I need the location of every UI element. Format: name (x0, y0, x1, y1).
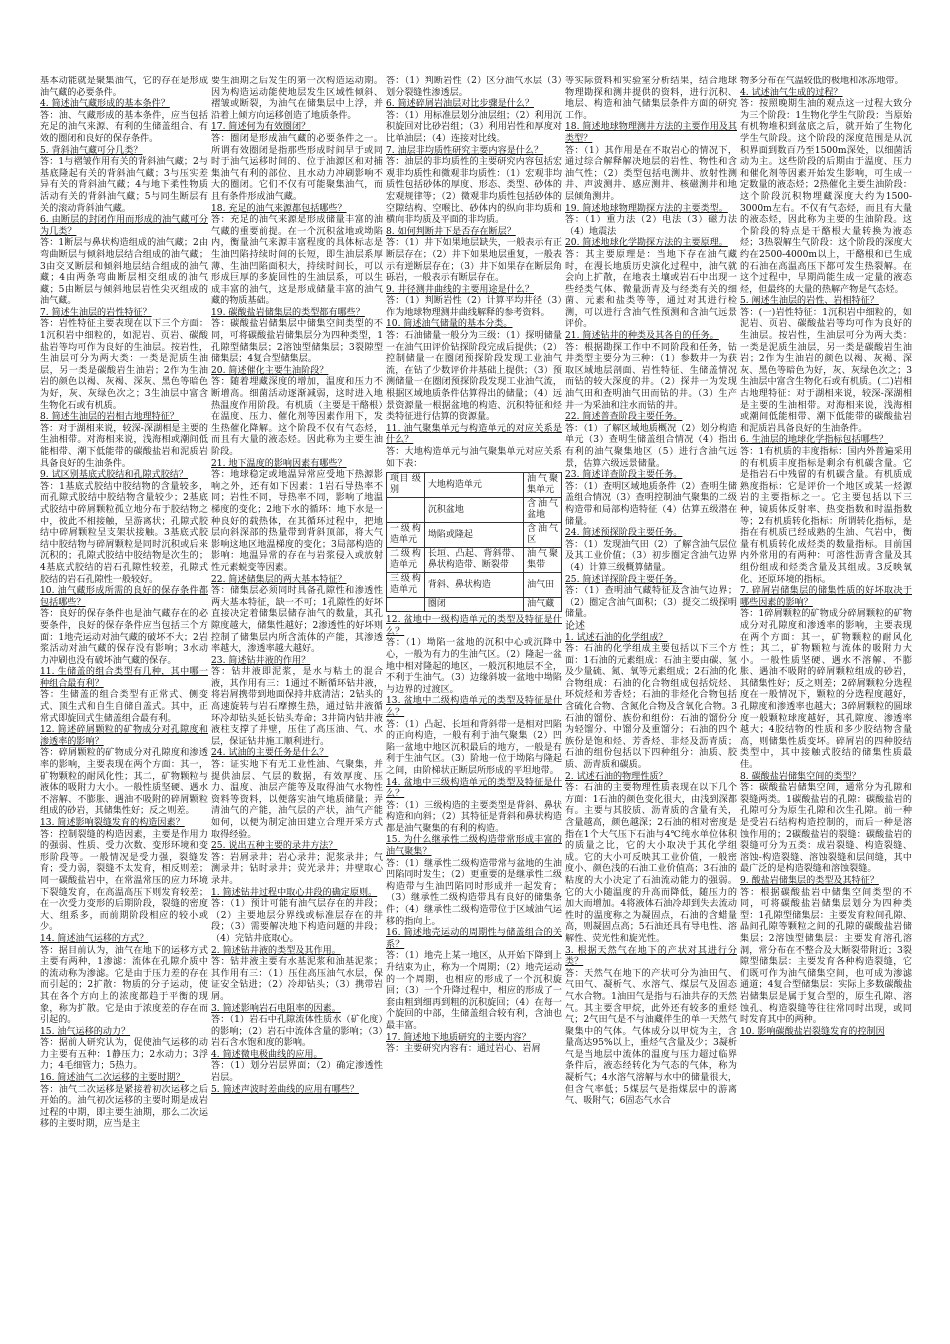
question-heading: 10. 油气藏形成所需的良好的保存条件都包括哪些？ (40, 586, 208, 608)
table-cell: 长垣、凸起、背斜带、鼻状构造带、断裂带 (424, 548, 523, 573)
question-heading: 13. 简述影响裂缝发育的构造因素？ (40, 818, 185, 828)
question-heading: 18. 简述地球物理测井方法的主要作用及其类型？ (565, 122, 737, 144)
table-cell: 圈闭 (424, 598, 523, 612)
question-heading: 4. 试述油气生成的过程？ (740, 87, 843, 98)
answer-text: 答：石油的化学组成主要包括以下三个方面：1石油的元素组成：石油主要由碳、氢及少量硫、氮、氧等元素组成；2石油的化合物组成：石油的化合物组成包括烷烃、环烷烃和芳香烃；石油的非烃化合物包括含硫化合物、含氮化合物及含氧化合物。3石油的馏份、族份和组份：石油的馏份分为轻馏分、中馏分及重馏分；石油的四个族份是饱和烃、芳香烃、非烃及沥青质；石油的组份包括以下四种组分：油质、胶质、沥青质和碳质。 (565, 644, 737, 771)
answer-text: 答：（1）判断岩性（2）计算平均井径（3）作为地球物理测井曲线解释的参考资料。 (386, 296, 562, 318)
answer-text: 答：（1）查明区域地质条件（2）查明生储盖组合情况（3）查明控制油气聚集的二级构造带和局部构造特征（4）估算五级潜在储量。 (565, 481, 737, 527)
answer-text: 答：根据碳酸盐岩中储集空间类型的不同，可将碳酸盐岩储集层划分为四种类型：1孔隙型储集层：主要发育粒间孔隙、晶间孔隙等颗粒之间的孔隙的碳酸盐岩储集层；2溶蚀型储集层：主要发育溶孔溶洞，常分布在不整合及大断裂带附近；3裂隙型储集层：主要发育各种构造裂缝，它们既可作为油气储集空间，也可成为渗滤通道；4复合型储集层：实际上多数碳酸盐岩储集层是属于复合型的，原生孔隙、溶蚀孔、构造裂缝等往往常同时出现，或同时发育其中的两种。 (740, 887, 912, 1026)
text-column (211, 76, 383, 1314)
answer-text: 答：（1）查明油气藏特征及含油气边界；（2）圈定含油气面积；（3）提交二级探明储量。 (565, 586, 737, 620)
answer-text: 答：（1）重力法（2）电法（3）磁力法（4）地震法 (565, 215, 737, 237)
answer-text: 答：（1）判断岩性（2）区分油气水层（3）划分裂缝性渗透层。 (386, 76, 562, 98)
answer-text: 答：（1）划分岩层界面；（2）确定渗透性岩层。 (211, 1061, 383, 1084)
table-row (387, 523, 562, 548)
question-heading: 15. 为什么继承性二级构造带常形成丰富的油气聚集？ (386, 835, 562, 858)
answer-text: 答：碎屑颗粒的矿物成分对孔隙度和渗透率的影响，主要表现在两个方面：其一，矿物颗粒的耐风化性；其二，矿物颗粒与液体的吸附力大小。一般性质坚硬、遇水不溶解、不膨胀、遇油不吸附的碎屑颗粒组成的砂岩，其储集性好；反之则差。 (40, 748, 208, 817)
answer-text: 答：地球稳定或地温异常应受地下热源影响之外，还有如下因素：1岩石导热率不同；岩性不同，导热率不同，影响了地温梯度的变化；2地下水的循环：地下水是一种良好的载热体，在其循环过程中，把地层向斜深部的热量带到背斜顶部，将大气影响这地区地温梯度的变化；3局部构造的影响：地温异常的存在与岩浆侵入或放射性元素蜕变等因素。 (211, 470, 383, 573)
answer-text: 答：（1）凸起、长垣和背斜带一是相对凹陷的正向构造，一般有利于油气聚集（2）凹陷一盆地中地区沉积最后的地方，一般是有利于生油气区。（3）阶地一位于坳陷与隆起之间，由阶梯状正断层所形成的平坦地带。 (386, 719, 562, 776)
question-heading: 14. 简述油气运移的方式？ (40, 933, 149, 944)
table-row (387, 473, 562, 498)
question-heading: 13. 盆地中二级构造单元的类型及特征是什么？ (386, 696, 562, 718)
answer-text: 答：钻井液即泥浆，是水与粘土的混合液，其作用有三：1通过不断循环钻井液，将岩屑携带到地面保持井底清洁；2钻头的高速旋转与岩石摩擦生热，通过钻井液循环冷却钻头延长钻头寿命；3井筒内钻井液液柱支撑了井壁，压住了高压油、气、水层，保证钻井施工顺利进行。 (211, 667, 383, 747)
answer-text: 要生油期之后发生的第一次构造运动期。因为构造运动能使地层发生区域性倾斜、褶皱或断裂，为油气在储集层中上浮，并沿着上倾方向运移创造了地质条件。 (211, 76, 383, 121)
question-heading: 9. 试区别基底式胶结和孔隙式胶结？ (40, 470, 188, 481)
answer-text: 答：证实地下有无工业性油、气聚集，并提供油层、气层的数据，有效厚度、压力、温度、油层产能等及取得油气水物性资料等资料，以便落实油气地质储量；弄清油气的产能，油气层的产状，油气产能如何，以便为制定油田建立合理开采方式取得经验。 (211, 760, 383, 840)
structure-units-table (386, 472, 562, 612)
question-heading: 15. 油气运移的动力？ (40, 1026, 131, 1037)
table-cell: 油气聚集带 (524, 548, 562, 573)
question-heading: 21. 地下温度的影响因素有哪些？ (211, 458, 347, 469)
table-cell: 油气聚集单元 (524, 473, 562, 498)
question-heading: 8. 如何判断井下是否存在断层？ (386, 226, 516, 237)
answer-text: 答：（1）预计可能有油气层存在的井段；（2）主要地层分界线或标准层存在的井段；（3）需要解决地下构造问题的井段；（4）完钻井底取心。 (211, 899, 383, 944)
question-heading: 7. 简述生油层的岩性特征？ (40, 307, 152, 318)
answer-text: 答：(一)岩性特征：1沉积岩中细粒的，如泥岩、页岩、碳酸盐岩等均可作为良好的生油层。按岩性，生油层可分为两大类：一类是泥质生油层，另一类是碳酸岩生油岩；2作为生油岩的颜色以褐、灰褐、深灰、黑色等暗色为好，灰、灰绿色次之；3生油层中富含生物化石或有机质。(二)岩相古地理特征：对于湖相来说，较深-深湖相是主要的生油相带。对海相来说，浅海相或潮间低能相带、潮下低能带的碳酸盐岩和泥质岩具备良好的生油条件。 (740, 307, 912, 434)
question-heading: 8. 简述生油层的岩相古地理特征？ (40, 412, 179, 423)
answer-text: 答：对于湖相来说，较深-深湖相是主要的生油相带。对海相来说，浅海相或潮间低能相带、潮下低能带的碳酸盐岩和泥质岩具备良好的生油条件。 (40, 423, 208, 469)
answer-text: 答：根据勘探工作中不同阶段和任务，钻井类型主要分为三种：（1）参数井一为获取区域地层剖面、岩性特征、生储盖情况而钻的较大深度的井。（2）探井一为发现油气田和查明油气田而钻的井。（3）生产井一为采油和注水而钻的井。 (565, 342, 737, 411)
table-cell: 三级构造单元 (387, 573, 425, 598)
question-heading: 16. 简述油气二次运移的主要时期？ (40, 1073, 185, 1084)
answer-text: 答：按照晚期生油的观点这一过程大致分为三个阶段：1生物化学生气阶段：当原始有机物堆积到盆底之后，就开始了生物化学生气阶段。这个阶段的深度范围是从沉积界面到数百乃至1500m深处，以细菌活动为主。这些阶段的后期由于温度、压力和催化剂等因素开始发生影响，可生成一定数量的液态烃；2热催化主要生油阶段：这个阶段沉积物埋藏深度大约为1500-3000m左右。不仅有气态烃，而且有大量的液态烃，因此称为主要的生油阶段。这个阶段的特点是干酪根大量转换为液态烃；3热裂解生气阶段：这个阶段的深度大约在2500-4000m以上，干酪根和已生成的石油在高温高压下都可发生热裂解。在这个过程中，早期尚能生成一定量的液态烃，但最终的大量的热解产物是气态烃。 (740, 99, 912, 295)
question-heading: 2. 简述钻井液的类型及其作用。 (211, 945, 341, 956)
question-heading: 23. 简述详查阶段主要任务。 (565, 470, 683, 481)
answer-text: 答：圈闭是形成油气藏的必要条件之一。所谓有效圈闭是指那些形成时间早于或同时于油气运移时间的、位于油源区和对捕集油气有利的部位、且水动力冲刷影响不大的圈闭。它们不仅有可能聚集油气，而且有条件形成油气藏。 (211, 133, 383, 202)
question-heading: 20. 简述地球化学勘探方法的主要原理。 (565, 238, 728, 249)
text-column (386, 76, 562, 1314)
answer-text: 答：1断层与鼻状构造组成的油气藏；2由弯曲断层与倾斜地层结合组成的油气藏；3由交叉断层和倾斜地层结合组成的油气藏；4由两条弯曲断层相交组成的油气藏；5由断层与倾斜地层岩性尖灭组成的油气藏。 (40, 238, 208, 307)
answer-text: 答：随着埋藏深度的增加，温度和压力不断增高。细菌活动逐渐减弱，这时进入地热温度作用阶段。有机质（主要是干酪根）在温度、压力、催化剂等因素作用下，发生热催化降解。这个阶段不仅有气态烃，而且有大量的液态烃。因此称为主要生油阶段。 (211, 377, 383, 457)
answer-text: 答：1碎屑颗粒的矿物成分碎屑颗粒的矿物成分对孔隙度和渗透率的影响，主要表现在两个方面：其一，矿物颗粒的耐风化性；其二，矿物颗粒与流体的吸附力大小。一般性质坚硬、遇水不溶解、不膨胀、遇油不吸附的碎屑颗粒组成的砂岩，其储集性好；反之则差；2碎屑颗粒分选程度在一般情况下，颗粒的分选程度越好，孔隙度和渗透率也越大；3碎屑颗粒的圆球度一般颗粒球度越好，其孔隙度、渗透率越大；4胶结物的性质和多少胶结物含量高，则储集性质变坏。碎屑岩的四种胶结类型中，其中接触式胶结的储集性质最佳。 (740, 609, 912, 771)
table-row (387, 548, 562, 573)
question-heading: 5. 背斜油气藏可分几类？ (40, 145, 143, 156)
question-heading: 7. 油层非均质性研究主要内容是什么？ (386, 145, 544, 156)
question-heading: 9. 酸盐岩储集层的类型及其特征？ (740, 875, 879, 886)
question-heading: 1. 简述钻井过程中取心井段的确定原则。 (211, 887, 378, 898)
question-heading: 7. 碎屑岩储集层的储集性质的好坏取决于哪些因素的影响？ (740, 586, 912, 608)
question-heading: 2. 试述石油的物理性质？ (565, 771, 668, 782)
question-heading: 19. 简述地球物理勘探方法的主要类型。 (565, 203, 728, 214)
table-cell: 沉积盆地 (424, 498, 523, 523)
answer-text: 答：油气二次运移是紧接着初次运移之后开始的。油气初次运移的主要时期是成岩过程的中期，即主要生油期，那么二次运移的主要时期，应当是主 (40, 1084, 208, 1130)
table-row (387, 598, 562, 612)
answer-text: 答：岩屑录井；岩心录井；泥浆录井；气测录井；钻时录井；荧光录井；井壁取心录井。 (211, 852, 383, 886)
answer-text: 答：（1）发现油气田（2）了解含油气层位及其工业价值；（3）初步圈定含油气边界（4）计算三级概算储量。 (565, 539, 737, 573)
question-heading: 8. 碳酸盐岩储集空间的类型？ (740, 771, 861, 782)
answer-text: 答：其主要原理是：当地下存在油气藏时，在漫长地质历史演化过程中，油气就会向上扩散，在地表土壤或岩石中出现一些经类气体、微量沥青及与经类有关的细菌、元素和盐类等等，通过对其进行检测，可以进行含油气性预测和含油气远景评价。 (565, 249, 737, 330)
answer-text: 答：油、气藏形成的基本条件，应当包括充足的油气来源、有利的生储盖组合、有效的圈闭和良好的保存条件。 (40, 110, 208, 144)
question-heading: 17. 简述何为有效圈闭？ (211, 122, 311, 133)
question-heading: 23. 简述钻井液的作用？ (211, 655, 311, 666)
question-heading: 12. 盆地中一级构造单元的类型及特征是什么？ (386, 615, 562, 637)
answer-text: 答：（1）坳陷一盆地的沉积中心或沉降中心，一般为有力的生油气区。（2）隆起一盆地中相对隆起的地区，一般沉积地层不全，不利于生油气。（3）边缘斜坡一盆地中坳陷与边界的过渡区。 (386, 638, 562, 695)
answer-text: 答：主要研究内容有：通过岩心、岩屑 (386, 1044, 541, 1055)
table-cell: 一级构造单元 (387, 523, 425, 548)
question-heading: 18. 充足的油气来源都包括哪些？ (211, 203, 347, 214)
table-cell: 油气田 (524, 573, 562, 598)
question-heading: 22. 简述普查阶段主要任务。 (565, 412, 683, 423)
answer-text: 基本动能就是聚集油气，它的存在是形成油气藏的必要条件。 (40, 76, 208, 98)
answer-text: 等实际资料和实验室分析结果，结合地球物理勘探和测井提供的资料，进行沉积、地层、构造和油气储集层条件方面的研究工作。 (565, 76, 737, 121)
question-heading: 17. 简述地下地质研究的主要内容？ (386, 1032, 531, 1043)
text-column (740, 76, 912, 1314)
answer-text: 答：碳酸盐岩储集层中储集空间类型的不同，可将碳酸盐岩储集层分为四种类型，1孔隙型储集层；2溶蚀型储集层；3裂隙型储集层；4复合型储集层。 (211, 319, 383, 365)
question-heading: 20. 简述催化主要生油阶段？ (211, 365, 329, 376)
table-cell (387, 498, 425, 523)
answer-text: 答：石油储量一般分为三级：（1）探明储量一在油气田评价钻探阶段完成后提供；（2）控制储量一在圈闭预探阶段发现工业油气流，在钻了少数评价井基础上提供；（3）预测储量一在圈闭预探阶段发现工业油气流，根据区域地质条件估算得出的储量；（4）远景资源量一根据盆地的构造、沉积特征和烃类特征进行估算的资源量。 (386, 331, 562, 423)
question-heading: 3. 根据天然气在地下的产状对其进行分类？ (565, 945, 737, 968)
answer-text: 答：（1）其作用是在不取岩心的情况下，通过综合解释解决地层的岩性、物性和含油气性；（2）类型包括电测井、放射性测井、声波测井、感应测井、核磁测井和地层倾角测井。 (565, 145, 737, 202)
answer-text: 答：（1）三级构造的主要类型是背斜、鼻状构造和向斜；（2）其特征是背斜和鼻状构造都是油气聚集的有利的构造。 (386, 800, 562, 834)
answer-text: 答：天然气在地下的产状可分为油田气、气田气、凝析气、水溶气、煤层气及固态气水合物。1油田气是指与石油共存的天然气。其主要含甲烷，此外还有较多的重烃气；2气田气是不与油藏伴生的单一天然气聚集中的气体。气体成分以甲烷为主，含量高达95%以上，重烃气含量及少；3凝析气是当地层中流体的温度与压力超过临界条件后，液态经转化为气态的气体，称为凝析气；4水溶气溶解与水中的储量很大，但含气率低；5煤层气是指煤层中的游离气、吸附气；6固态气水合 (565, 968, 737, 1107)
answer-text: 答：1与褶皱作用有关的背斜油气藏；2与基底隆起有关的背斜油气藏；3与压实差异有关的背斜油气藏；4与地下柔性物质活动有关的背斜油气藏；5与同生断层有关的滚动背斜油气藏。 (40, 157, 208, 214)
answer-text: 答：大地构造单元与油气聚集单元对应关系如下表： (386, 447, 562, 469)
question-heading: 9. 井径测井曲线的主要用途是什么？ (386, 284, 534, 295)
table-cell: 背斜、鼻状构造 (424, 573, 523, 598)
question-heading: 6. 简述碎屑岩油层对比步骤是什么？ (386, 99, 534, 110)
question-heading: 12. 简述碎屑颗粒的矿物成分对孔隙度和渗透率的影响？ (40, 725, 208, 747)
answer-text: 答：良好的保存条件也是油气藏存在的必要条件，良好的保存条件应当包括三个方面：1地壳运动对油气藏的破坏不大；2岩浆活动对油气藏的保存没有影响；3水动力冲刷也没有破坏油气藏的保存。 (40, 609, 208, 666)
table-cell: 油气藏 (524, 598, 562, 612)
question-heading: 24. 简述预探阶段主要任务。 (565, 528, 683, 539)
question-heading: 25. 简述详探阶段主要任务。 (565, 574, 683, 585)
table-cell: 大地构造单元 (424, 473, 523, 498)
answer-text: 答：（1）继承性二级构造带常与盆地的生油凹陷同时发生；（2）更重要的是继承性二级构造带与生油凹陷同时形成并一起发育；（3）继承性二级构造带具有良好的储集条件；（4）继承性二级构造带位于区域油气运移的指向上。 (386, 858, 562, 927)
answer-text: 答：石油的主要物理性质表现在以下几个方面：1石油的颜色变化很大，由浅到深都有。主要与其胶质、沥青质的含量有关，含量越高，颜色越深；2石油的相对密度是指在1个大气压下石油与4℃纯水单位体积的质量之比，它的大小取决于其化学组成。它的大小可反映其工业价值，一般密度小、颜色浅的石油工业价值高；3石油的粘度的大小决定了石油流动能力的强弱。它的大小随温度的升高而降低，随压力的加大而增加。4将液体石油冷却到失去流动性时的温度称之为凝固点，石油的含蜡量高，则凝固点高；5石油还具有导电性、溶解性、荧光性和旋光性。 (565, 783, 737, 944)
table-cell: 坳陷或隆起 (424, 523, 523, 548)
table-cell: 含油气区 (524, 523, 562, 548)
question-heading: 5. 阐述生油层的岩性、岩相特征？ (740, 296, 879, 307)
answer-text: 答：碳酸盐岩储集空间，通常分为孔隙和裂缝两类。1碳酸盐岩的孔隙：碳酸盐岩的孔隙可分为原生孔隙和次生孔隙。前一种是受岩石结构构造控制的，而后一种是溶蚀作用的；2碳酸盐岩的裂缝：碳酸盐岩的裂缝可分为五类：成岩裂缝、构造裂缝、溶蚀-构造裂缝、溶蚀裂缝和层间缝，其中最广泛的是构造裂缝和溶蚀裂缝。 (740, 783, 912, 875)
answer-text: 答：储集层必须同时具备孔隙性和渗透性两大基本特征，缺一不可；1孔隙性的好坏直接决定着储集层储存油气的数量，其孔隙度越大，储集性越好；2渗透性的好坏则控制了储集层内所含流体的产能，其渗透率越大，渗透率越大越好。 (211, 586, 383, 655)
question-heading: 16. 简述地壳运动的周期性与储盖组合的关系？ (386, 928, 562, 950)
question-heading: 5. 简述声波时差曲线的应用有哪些？ (211, 1084, 359, 1095)
question-heading: 10. 影响碳酸盐岩裂缝发育的控制因 (740, 1026, 885, 1037)
document-page (40, 76, 912, 1314)
question-heading: 24. 试油的主要任务是什么？ (211, 748, 329, 759)
answer-text: 答：1基底式胶结中胶结物的含量较多，而孔隙式胶结中胶结物含量较少；2基底式胶结中碎屑颗粒孤立地分布于胶结物之中，彼此不相接触，呈游离状；孔隙式胶结中碎屑颗粒呈支架状接触。3基底式胶结中胶结物与碎屑颗粒是同时沉积或后来沉积的；孔隙式胶结中胶结物是次生的；4基底式胶结的岩石孔隙性较差，孔隙式胶结的岩石孔隙性一般较好。 (40, 481, 208, 585)
table-cell: 项目 级别 (387, 473, 425, 498)
answer-text: 答：据前人研究认为，促使油气运移的动力主要有五种：1静压力；2水动力；3浮力；4毛细管力；5热力。 (40, 1038, 208, 1072)
question-heading: 3. 简述影响岩石电阻率的因素。 (211, 1003, 341, 1014)
table-row (387, 498, 562, 523)
question-heading: 11. 油气聚集单元与构造单元的对应关系是什么？ (386, 423, 562, 446)
question-heading: 14. 盆地中三级构造单元的类型及特征是什么？ (386, 777, 562, 800)
answer-text: 答：充足的油气来源是形成储量丰富的油气藏的重要前提。在一个沉积盆地或坳陷内，衡量油气来源丰富程度的具体标志是生油凹陷持续时间的长短，即生油层系厚薄、生油凹陷面积大，持续时间长，可以形成巨厚的多旋回性的生油层系，可以生成丰富的油气，这是形成储量丰富的油气藏的物质基础。 (211, 215, 383, 307)
question-heading: 11. 生储盖的组合类型有几种，其中哪一种组合最有利？ (40, 667, 208, 689)
answer-text: 答：据目前认为，油气在地下的运移方式主要有两种，1渗滤：流体在孔隙介质中的流动称为渗滤。它是由于压力差的存在而引起的；2扩散：物质的分子运动，使其在各个方向上的浓度都趋于平衡的现象，称为扩散。它是由于浓度差的存在而引起的。 (40, 945, 208, 1026)
answer-text: 物多分布在气温较低的极地和冰冻地带。 (740, 76, 904, 86)
question-heading: 6. 由断层的封闭作用而形成的油气藏可分为几类？ (40, 215, 208, 237)
answer-text: 答：（1）岩石中孔隙流体性质水（矿化度）的影响；（2）岩石中流体含量的影响；（3）岩石含水饱和度的影响。 (211, 1015, 383, 1049)
answer-text: 答：（1）地壳上某一地区，从开始下降到上升结束为止，称为一个周期；（2）地壳运动的一个周期，也相应的形成了一个沉积旋回；（3）一个升降过程中，相应的形成了一套由粗到细再到粗的沉积旋回；（4）在每一个旋回的中部，生储盖组合较有利，含油也最丰富。 (386, 951, 562, 1031)
answer-text: 答：岩性特征主要表现在以下三个方面：1沉积岩中细粒的，如泥岩、页岩、碳酸盐岩等均可作为良好的生油层。按岩性，生油层可分为两大类：一类是泥质生油层，另一类是碳酸岩生油岩；2作为生油岩的颜色以褐、灰褐、深灰、黑色等暗色为好，灰、灰绿色次之；3生油层中富含生物化石或有机质。 (40, 319, 208, 411)
question-heading: 10. 简述油气储量的基本分类。 (386, 319, 513, 330)
section-heading: 论述 (565, 620, 585, 632)
question-heading: 22. 简述储集层的两大基本特征？ (211, 574, 347, 585)
question-heading: 19. 碳酸盐岩储集层的类型都有哪些？ (211, 307, 365, 318)
text-column (40, 76, 208, 1314)
question-heading: 6. 生油层的地球化学指标包括哪些？ (740, 435, 888, 446)
answer-text: 答：油层的非均质性的主要研究内容包括宏观非均质性和微观非均质性：（1）宏观非均质性包括砂体的厚度、形态、类型、砂体的宏观规律等；（2）微观非均质性包括砂体的空隙结构、空喉比、砂体内的纵向非均质和横向非均质及平面的非均质。 (386, 157, 562, 226)
answer-text: 答：（1）井下如果地层缺失，一般表示有正断层存在；（2）井下如果地层重复，一般表示有逆断层存在；（3）井下如果存在断层角砾岩，一般表示有断层存在。 (386, 238, 562, 284)
answer-text: 答：钻井液主要有水基泥浆和油基泥浆；其作用有三：（1）压住高压油气水层，保证安全钻进；（2）冷却钻头；（3）携带岩屑。 (211, 957, 383, 1002)
table-row (387, 573, 562, 598)
table-cell: 二级构造单元 (387, 548, 425, 573)
text-column (565, 76, 737, 1314)
answer-text: 答：控制裂缝的构造因素，主要是作用力的强弱、性质、受力次数、变形环境和变形阶段等。一般情况是受力强，裂缝发育；受力弱，裂缝不太发育，相反则差；同一碳酸盐岩中，在常温常压的应力环境下裂缝发育，在高温高压下则发育较差；在一次受力变形的后期阶段，裂缝的密度大、组系多，而前期阶段相应的较小或少。 (40, 829, 208, 933)
question-heading: 1. 试述石油的化学组成？ (565, 632, 668, 643)
question-heading: 21. 简述钻井的种类及其各自的任务。 (565, 331, 719, 342)
answer-text: 答：1有机质的丰度指标：国内外普遍采用的有机质丰度指标是剩余有机碳含量。它是指岩石中残留的有机碳含量。有机质成熟度指标：它是评价一个地区或某一烃源岩的主要指标之一。它主要包括以下三种，镜质体反射率、热变指数和时温指数等；2有机质转化指标：所谓转化指标，是指在有机质已经成熟的生油、气岩中，衡量有机质转化成烃类的数量指标。目前国内外常用的有两种：可溶性沥青含量及其组份组成和烃类含量及其组成。3反映氧化、还原环境的指标。 (740, 447, 912, 585)
answer-text: 答：（1）了解区域地质概况（2）划分构造单元（3）查明生储盖组合情况（4）指出有利的油气聚集地区（5）进行含油气远景，估算六级远景储量。 (565, 423, 737, 469)
answer-text: 答：（1）用标准层划分油层组；（2）利用沉积旋回对比砂岩组；（3）利用岩性和厚度对比单油层；（4）连接对比线。 (386, 110, 562, 144)
table-cell: 含油气盆地 (524, 498, 562, 523)
question-heading: 25. 说出五种主要的录井方法？ (211, 841, 338, 852)
answer-text: 答：生储盖的组合类型有正常式、侧变式、顶生式和自生自储自盖式。其中，正常式即旋回式生储盖组合最有利。 (40, 690, 208, 724)
table-cell (387, 598, 425, 612)
question-heading: 4. 简述微电极曲线的应用。 (211, 1049, 323, 1060)
question-heading: 4. 简述油气藏形成的基本条件？ (40, 99, 170, 110)
